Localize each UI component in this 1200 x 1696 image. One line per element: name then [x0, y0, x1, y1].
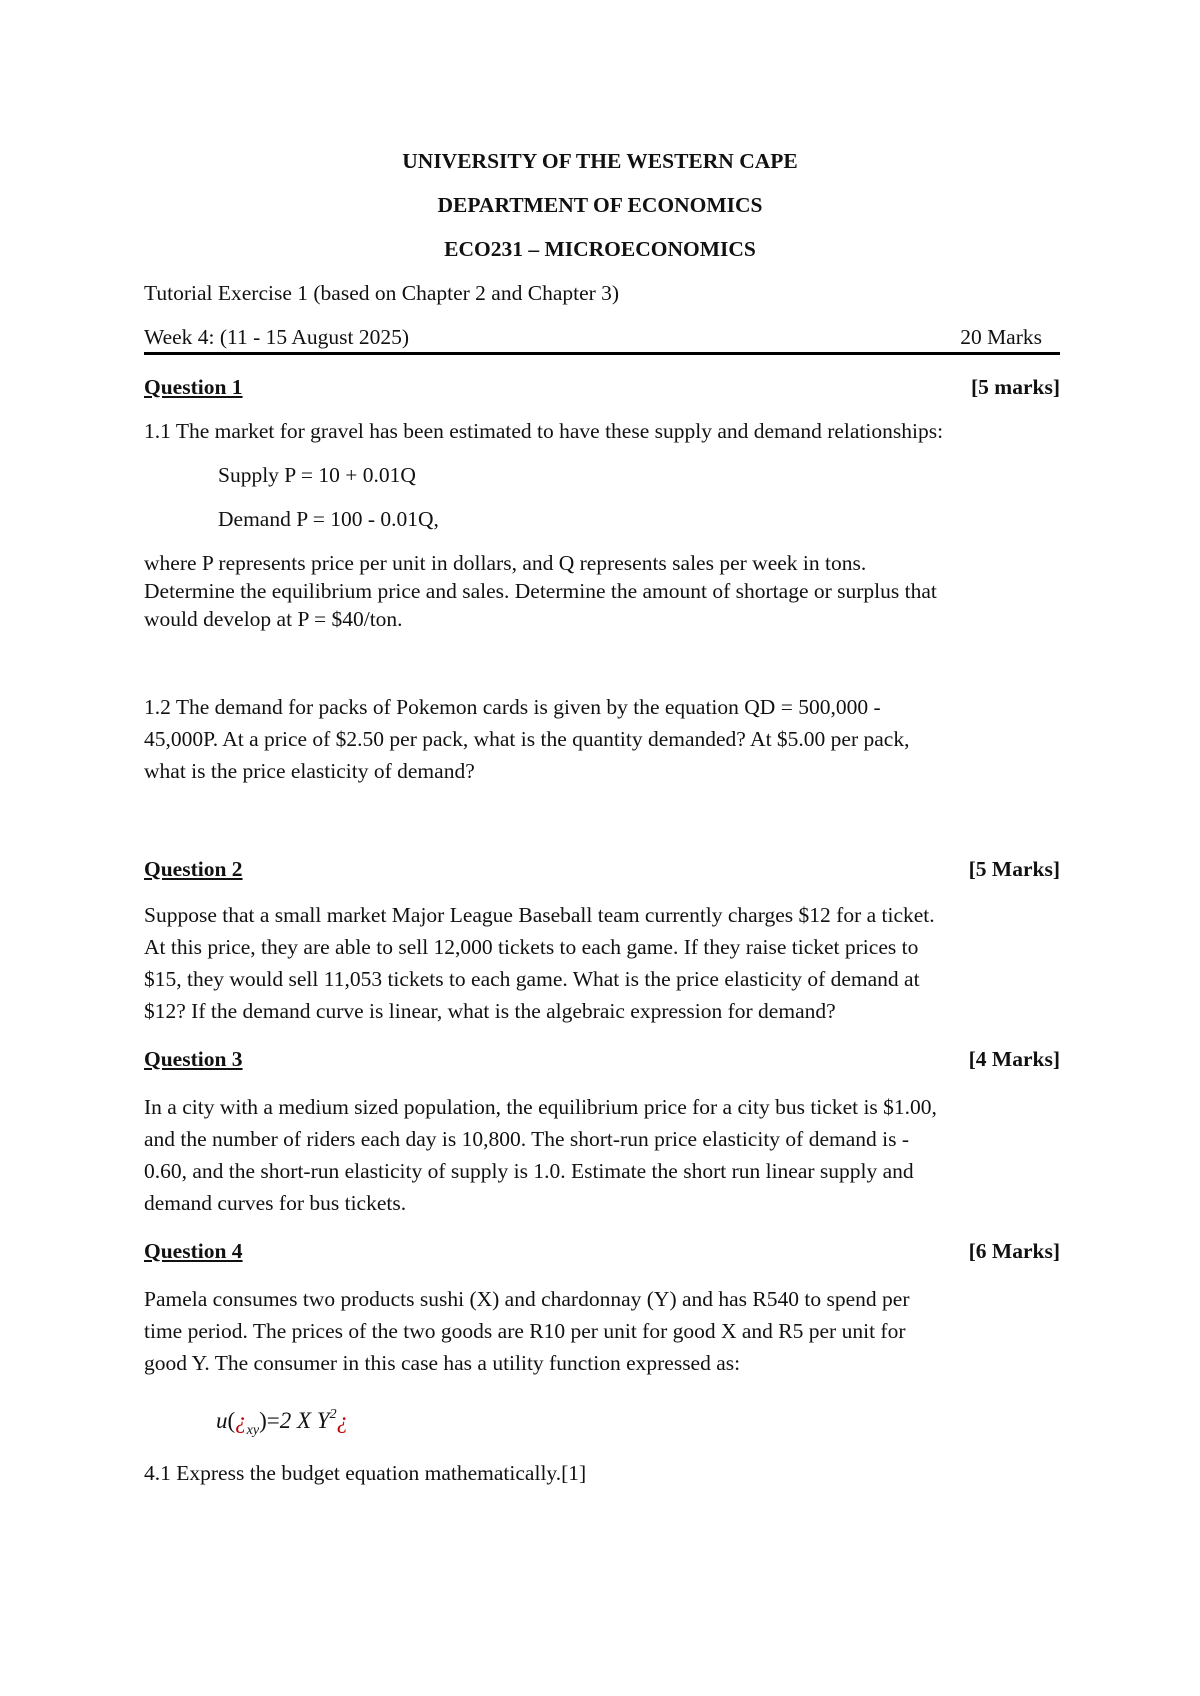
demand-equation: Demand P = 100 - 0.01Q, — [218, 507, 439, 531]
question-2-title: Question 2 — [144, 857, 243, 881]
question-1-2-line: what is the price elasticity of demand? — [144, 759, 475, 783]
formula-subscript: xy — [246, 1423, 260, 1438]
question-2-line: Suppose that a small market Major League Baseball team currently charges $12 for a ticket. — [144, 903, 935, 927]
question-1-1-line: would develop at P = $40/ton. — [144, 607, 403, 631]
question-1-2-line: 1.2 The demand for packs of Pokemon cards is given by the equation QD = 500,000 - — [144, 695, 881, 719]
question-1-title: Question 1 — [144, 375, 243, 399]
formula-placeholder-glyph: ¿ — [235, 1408, 247, 1433]
question-1-1-line: Determine the equilibrium price and sales. Determine the amount of shortage or surplus that — [144, 579, 937, 603]
question-3-line: 0.60, and the short-run elasticity of supply is 1.0. Estimate the short run linear supply and — [144, 1159, 914, 1183]
utility-function-formula — [216, 1400, 348, 1446]
formula-open-paren: ( — [227, 1408, 236, 1433]
question-3-marks: [4 Marks] — [968, 1047, 1060, 1071]
header-divider — [144, 352, 1060, 355]
total-marks: 20 Marks — [960, 325, 1042, 349]
formula-body: 2 X Y — [279, 1408, 330, 1433]
supply-equation: Supply P = 10 + 0.01Q — [218, 463, 416, 487]
question-3-line: demand curves for bus tickets. — [144, 1191, 407, 1215]
question-1-marks: [5 marks] — [971, 375, 1060, 399]
question-4-line: time period. The prices of the two goods are R10 per unit for good X and R5 per unit for — [144, 1319, 906, 1343]
formula-close-equals: )= — [259, 1408, 280, 1433]
question-3-line: and the number of riders each day is 10,800. The short-run price elasticity of demand is - — [144, 1127, 910, 1151]
department-title: DEPARTMENT OF ECONOMICS — [437, 193, 763, 217]
question-3-line: In a city with a medium sized population, the equilibrium price for a city bus ticket is $1.00, — [144, 1095, 937, 1119]
course-title: ECO231 – MICROECONOMICS — [444, 237, 756, 261]
week-label: Week 4: (11 - 15 August 2025) — [144, 325, 409, 349]
question-2-marks: [5 Marks] — [968, 857, 1060, 881]
question-4-1-text: 4.1 Express the budget equation mathematically.[1] — [144, 1461, 587, 1485]
question-2-line: $15, they would sell 11,053 tickets to each game. What is the price elasticity of demand at — [144, 967, 920, 991]
question-4-title: Question 4 — [144, 1239, 243, 1263]
question-4-marks: [6 Marks] — [968, 1239, 1060, 1263]
question-1-1-line: where P represents price per unit in dollars, and Q represents sales per week in tons. — [144, 551, 867, 575]
question-1-1-intro: 1.1 The market for gravel has been estimated to have these supply and demand relationships: — [144, 419, 944, 443]
question-2-line: $12? If the demand curve is linear, what is the algebraic expression for demand? — [144, 999, 836, 1023]
question-2-line: At this price, they are able to sell 12,000 tickets to each game. If they raise ticket prices to — [144, 935, 919, 959]
question-4-line: good Y. The consumer in this case has a utility function expressed as: — [144, 1351, 741, 1375]
university-title: UNIVERSITY OF THE WESTERN CAPE — [402, 149, 798, 173]
formula-tail-glyph: ¿ — [336, 1408, 349, 1433]
question-3-title: Question 3 — [144, 1047, 243, 1071]
exercise-title: Tutorial Exercise 1 (based on Chapter 2 and Chapter 3) — [144, 281, 620, 305]
formula-exponent: 2 — [329, 1407, 337, 1422]
question-1-2-line: 45,000P. At a price of $2.50 per pack, what is the quantity demanded? At $5.00 per pack, — [144, 727, 910, 751]
question-4-line: Pamela consumes two products sushi (X) and chardonnay (Y) and has R540 to spend per — [144, 1287, 910, 1311]
formula-u: u — [216, 1408, 228, 1433]
